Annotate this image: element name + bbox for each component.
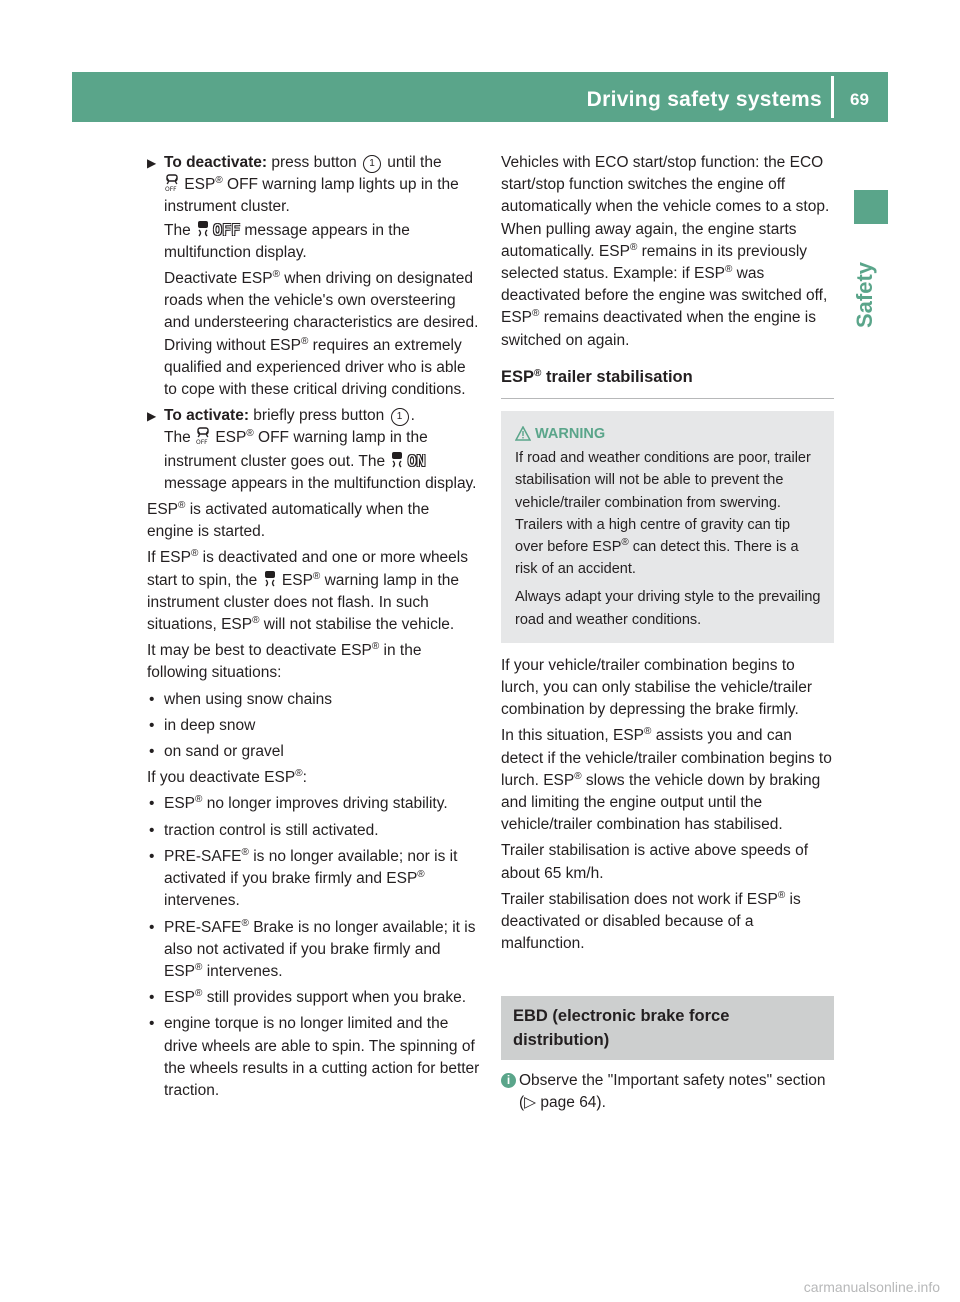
- not-work-text: Trailer stabilisation does not work if ESP® is deactivated or disabled because of a malfunction.: [501, 889, 801, 953]
- list-item: • when using snow chains: [149, 690, 333, 708]
- list-item: • in deep snow: [149, 716, 256, 734]
- list-item: • traction control is still activated.: [149, 821, 379, 839]
- list-item: • on sand or gravel: [149, 743, 284, 761]
- list-item: • PRE-SAFE® Brake is no longer available; it is also not activated if you brake firmly and ESP® intervenes.: [149, 917, 476, 980]
- esp-on-message: ON: [407, 451, 426, 470]
- list-item: • PRE-SAFE® is no longer available; nor is it activated if you brake firmly and ESP® intervenes.: [149, 846, 458, 910]
- right-column: [501, 152, 834, 1114]
- warning-label: WARNING: [515, 423, 822, 445]
- warning-triangle-icon: [515, 426, 531, 441]
- esp-icon: [262, 570, 278, 588]
- page-number: 69: [850, 90, 869, 109]
- chapter-tab-label: Safety: [852, 261, 877, 328]
- situations-intro: It may be best to deactivate ESP® in the following situations:: [147, 641, 422, 682]
- esp-icon: [389, 451, 405, 469]
- left-column: [147, 152, 480, 1106]
- button-1-icon: 1: [391, 408, 409, 426]
- eco-start-stop-text: Vehicles with ECO start/stop function: the ECO start/stop function switches the engine off automatically when the vehicle comes to a stop. When pulling away again, the engine starts automatically. ESP® remains in its previously selected status. Example: if ESP® was deactivated before the engine was switched off, ESP® remains deactivated when the engine is switched on again.: [501, 154, 830, 349]
- speed-text: Trailer stabilisation is active above speeds of about 65 km/h.: [501, 842, 808, 882]
- deactivate-step: ▶ To deactivate: press button 1 until the OFF ESP® OFF warning lamp lights up in the instrument cluster. The OFF message appears in the multifunction display. Deactivate ESP® when driving on designated roads when the vehicle's own oversteering and understeering characteristics are desired. Driving without ESP® requires an extremely qualified and experienced driver who is able to cope with these critical driving conditions.: [147, 154, 479, 399]
- section-title: Driving safety systems: [586, 88, 822, 111]
- button-1-icon: 1: [363, 155, 381, 173]
- watermark: carmanualsonline.info: [803, 1279, 940, 1295]
- activate-step: ▶ To activate: briefly press button 1 . The OFF ESP® OFF warning lamp in the instrument cluster goes out. The ON message appears in the multifunction display.: [147, 407, 477, 492]
- list-item: • ESP® still provides support when you brake.: [149, 988, 467, 1007]
- list-item: • engine torque is no longer limited and the drive wheels are able to spin. The spinning of the wheels results in a cutting action for better traction.: [149, 1015, 480, 1099]
- page-link[interactable]: page 64).: [536, 1093, 606, 1111]
- wheel-spin-text: If ESP® is deactivated and one or more wheels start to spin, the ESP® warning lamp in the instrument cluster does not flash. In such situations, ESP® will not stabilise the vehicle.: [147, 548, 468, 634]
- step-arrow-icon: ▶: [147, 409, 157, 424]
- assist-text: In this situation, ESP® assists you and can detect if the vehicle/trailer combination begins to lurch. ESP® slows the vehicle down by braking and limiting the engine output until the vehicle/trailer combination has stabilised.: [501, 726, 832, 834]
- esp-off-icon: [195, 427, 211, 445]
- ebd-heading: EBD (electronic brake force distribution): [501, 996, 834, 1060]
- list-item: • ESP® no longer improves driving stability.: [149, 794, 448, 813]
- consequences-intro: If you deactivate ESP®:: [147, 768, 307, 787]
- trailer-stabilisation-heading: ESP® trailer stabilisation: [501, 366, 834, 399]
- esp-off-icon: [164, 174, 180, 192]
- esp-icon: [195, 220, 211, 238]
- step-arrow-icon: ▶: [147, 156, 157, 170]
- svg-text:OFF: OFF: [165, 186, 177, 193]
- header-separator: [831, 76, 834, 118]
- lurch-text: If your vehicle/trailer combination begins to lurch, you can only stabilise the vehicle/trailer combination by depressing the brake firmly.: [501, 656, 813, 719]
- chapter-marker: [854, 190, 888, 224]
- info-icon: i: [501, 1073, 516, 1088]
- page-ref-arrow-icon: ▷: [524, 1093, 537, 1111]
- auto-activation-text: ESP® is activated automatically when the engine is started.: [147, 500, 430, 541]
- esp-off-message: OFF: [213, 220, 241, 239]
- svg-text:OFF: OFF: [196, 439, 208, 446]
- safety-note: i Observe the "Important safety notes" section (▷ page 64).: [501, 1070, 834, 1114]
- warning-box: WARNING If road and weather conditions are poor, trailer stabilisation will not be able to prevent the vehicle/trailer combination from swerving. Trailers with a high centre of gravity can tip over before ESP® can detect this. There is a risk of an accident. Always adapt your driving style to the prevailing road and weather conditions.: [501, 411, 834, 643]
